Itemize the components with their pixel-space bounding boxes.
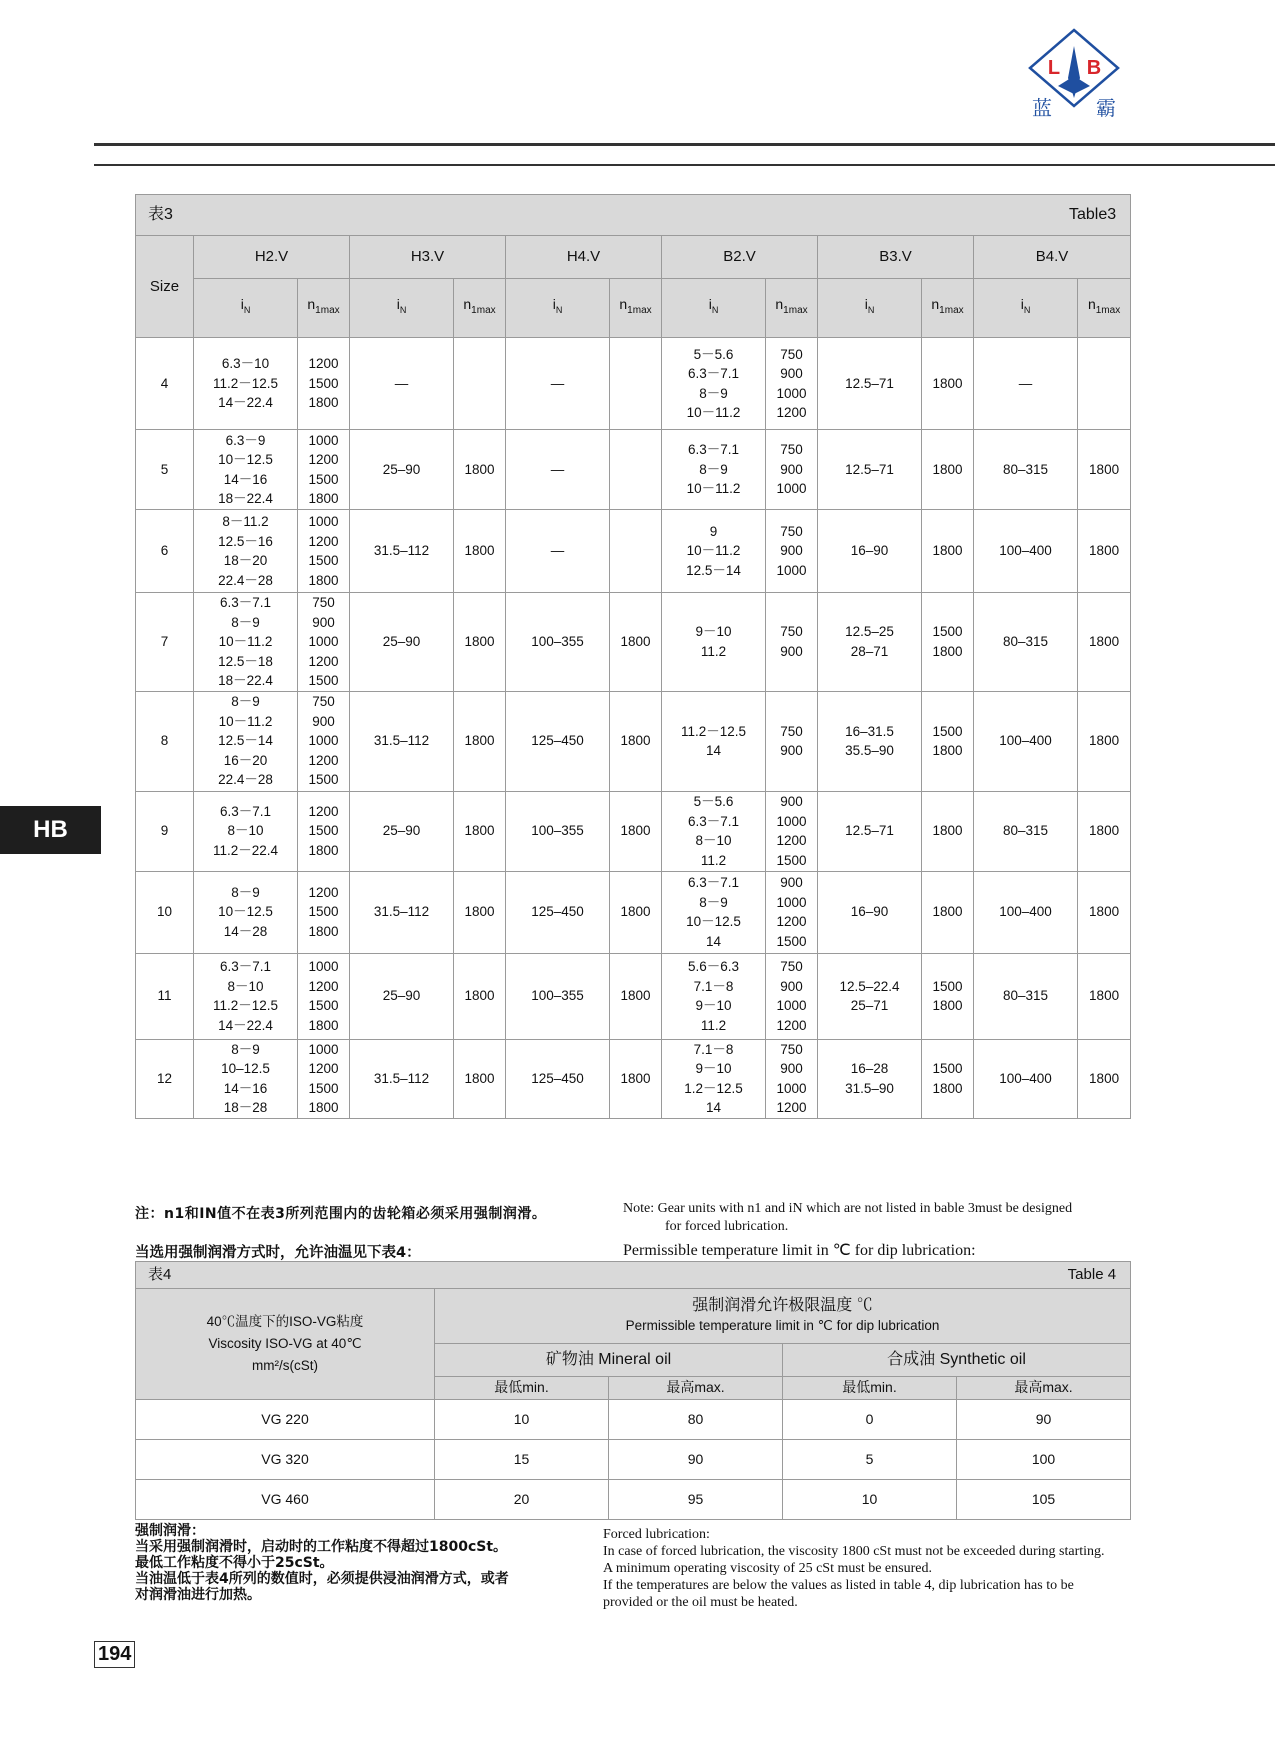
page-number: 194 [94,1641,135,1668]
ratio-cell: 100–400 [974,1039,1078,1118]
ratio-cell: 8－11.2 12.5－16 18－20 22.4－28 [194,510,298,593]
ratio-cell: 16–31.5 35.5–90 [818,691,922,791]
ratio-cell: 80–315 [974,593,1078,692]
table-row [136,691,1131,791]
ratio-cell: — [506,510,610,593]
logo-cn-right: 霸 [1096,96,1116,120]
speed-cell [454,338,506,430]
ratio-cell: 16–90 [818,510,922,593]
table-row [136,338,1131,430]
speed-cell: 750 900 1000 1200 [766,338,818,430]
speed-cell: 750 900 1000 1200 [766,1039,818,1118]
ratio-cell: 80–315 [974,430,1078,510]
speed-cell [610,430,662,510]
speed-cell: 750 900 1000 [766,430,818,510]
header-rule-bottom [94,164,1275,166]
temperature-cell: 0 [783,1400,957,1440]
forced-en-line5: provided or the oil must be heated. [603,1595,798,1610]
speed-cell: 1800 [454,791,506,871]
ratio-cell: 31.5–112 [350,510,454,593]
table-row [136,593,1131,692]
ratio-cell: 125–450 [506,691,610,791]
speed-cell: 1800 [610,1039,662,1118]
speed-cell: 750 900 1000 1200 1500 [298,691,350,791]
in-subheader: $i_N$ [350,279,454,338]
logo-cn-left: 蓝 [1032,96,1052,120]
ratio-cell: 125–450 [506,871,610,953]
size-cell: 12 [136,1039,194,1118]
speed-cell: 900 1000 1200 1500 [766,791,818,871]
table-row [136,953,1131,1039]
header-rule-top [94,143,1275,146]
speed-cell: 1500 1800 [922,1039,974,1118]
ratio-cell: 31.5–112 [350,871,454,953]
speed-cell: 750 900 1000 1200 [766,953,818,1039]
viscosity-header-unit: mm²/s(cSt) [252,1358,318,1373]
speed-cell: 1000 1200 1500 1800 [298,1039,350,1118]
ratio-cell: 25–90 [350,953,454,1039]
group-header-h2v: H2.V [194,236,350,279]
synthetic-max-header: 最高max. [957,1377,1131,1400]
table4-caption [136,1262,1131,1289]
temperature-cell: 15 [435,1440,609,1480]
size-cell: 5 [136,430,194,510]
size-cell: 11 [136,953,194,1039]
size-cell: 4 [136,338,194,430]
size-cell: 7 [136,593,194,692]
n1max-subheader: $n_{1max}$ [1078,279,1131,338]
ratio-cell: 9－10 11.2 [662,593,766,692]
speed-cell: 1800 [922,791,974,871]
ratio-cell: 6.3－7.1 8－10 11.2－22.4 [194,791,298,871]
group-header-b2v: B2.V [662,236,818,279]
table-row [136,430,1131,510]
speed-cell: 1800 [454,1039,506,1118]
speed-cell: 1800 [1078,593,1131,692]
table-row [136,510,1131,593]
in-subheader: $i_N$ [506,279,610,338]
table3-caption-cn: 表3 [148,206,173,224]
forced-lubrication-cn: 强制润滑： 当采用强制润滑时，启动时的工作粘度不得超过1800cSt。 最低工作粘度不得小于25cSt。 当油温低于表4所列的数值时，必须提供浸油润滑方式，或者 对润滑油进行加热。 [135,1523,509,1603]
n1max-subheader: $n_{1max}$ [922,279,974,338]
ratio-cell: 31.5–112 [350,1039,454,1118]
group-header-h4v: H4.V [506,236,662,279]
size-cell: 6 [136,510,194,593]
speed-cell: 1800 [454,691,506,791]
ratio-cell: 6.3－7.1 8－9 10－11.2 12.5－18 18－22.4 [194,593,298,692]
ratio-cell: 100–355 [506,791,610,871]
ratio-cell: 8－9 10－11.2 12.5－14 16－20 22.4－28 [194,691,298,791]
table3 [135,194,1131,1119]
speed-cell: 750 900 1000 1200 1500 [298,593,350,692]
speed-cell: 1800 [610,953,662,1039]
viscosity-grade-cell: VG 320 [136,1440,435,1480]
logo-letter-b: B [1086,57,1102,79]
speed-cell: 1800 [922,871,974,953]
note-en [623,1200,1133,1236]
table-row [136,1480,1131,1520]
n1max-subheader: $n_{1max}$ [610,279,662,338]
ratio-cell: 6.3－10 11.2－12.5 14－22.4 [194,338,298,430]
note-en-line1: Note: Gear units with n1 and iN which are not listed in bable 3must be designed [623,1201,1073,1216]
forced-en-line3: A minimum operating viscosity of 25 cSt must be ensured. [603,1561,932,1576]
ratio-cell: 8－9 10－12.5 14－28 [194,871,298,953]
table-row [136,1400,1131,1440]
ratio-cell: — [974,338,1078,430]
temperature-cell: 10 [435,1400,609,1440]
temperature-cell: 10 [783,1480,957,1520]
speed-cell: 1800 [454,953,506,1039]
ratio-cell: 100–400 [974,691,1078,791]
group-header-h3v: H3.V [350,236,506,279]
table3-caption [136,195,1131,236]
size-cell: 8 [136,691,194,791]
speed-cell: 1800 [1078,1039,1131,1118]
ratio-cell: 7.1－8 9－10 1.2－12.5 14 [662,1039,766,1118]
in-subheader: $i_N$ [974,279,1078,338]
note-cn: 注：n1和IN值不在表3所列范围内的齿轮箱必须采用强制润滑。 [135,1206,547,1222]
mineral-min-header: 最低min. [435,1377,609,1400]
n1max-subheader: $n_{1max}$ [298,279,350,338]
ratio-cell: 9 10－11.2 12.5－14 [662,510,766,593]
speed-cell: 1500 1800 [922,691,974,791]
speed-cell [1078,338,1131,430]
synthetic-min-header: 最低min. [783,1377,957,1400]
viscosity-grade-cell: VG 460 [136,1480,435,1520]
ratio-cell: 6.3－7.1 8－9 10－12.5 14 [662,871,766,953]
temperature-cell: 100 [957,1440,1131,1480]
ratio-cell: 100–355 [506,953,610,1039]
ratio-cell: 5－5.6 6.3－7.1 8－10 11.2 [662,791,766,871]
speed-cell: 1800 [1078,430,1131,510]
speed-cell: 1200 1500 1800 [298,338,350,430]
ratio-cell: 100–355 [506,593,610,692]
speed-cell [610,338,662,430]
speed-cell: 900 1000 1200 1500 [766,871,818,953]
temperature-cell: 80 [609,1400,783,1440]
speed-cell: 1000 1200 1500 1800 [298,510,350,593]
temperature-cell: 90 [609,1440,783,1480]
ratio-cell: 12.5–25 28–71 [818,593,922,692]
forced-en-line4: If the temperatures are below the values as listed in table 4, dip lubrication has to be [603,1578,1074,1593]
note-en-line2: for forced lubrication. [665,1219,789,1234]
speed-cell: 1200 1500 1800 [298,871,350,953]
speed-cell: 1500 1800 [922,953,974,1039]
speed-cell: 750 900 1000 [766,510,818,593]
ratio-cell: 12.5–71 [818,791,922,871]
ratio-cell: 80–315 [974,953,1078,1039]
table4-caption-en: Table 4 [1067,1266,1117,1284]
ratio-cell: 25–90 [350,593,454,692]
ratio-cell: 100–400 [974,871,1078,953]
table-row [136,791,1131,871]
ratio-cell: 25–90 [350,791,454,871]
temperature-cell: 5 [783,1440,957,1480]
ratio-cell: 12.5–22.4 25–71 [818,953,922,1039]
speed-cell: 1800 [1078,691,1131,791]
speed-cell: 1800 [454,510,506,593]
speed-cell: 1800 [454,430,506,510]
in-subheader: $i_N$ [662,279,766,338]
mineral-oil-header: 矿物油 Mineral oil [435,1344,783,1377]
speed-cell: 1800 [610,593,662,692]
speed-cell: 1800 [922,338,974,430]
table4-caption-cn: 表4 [148,1266,172,1284]
table-row [136,1039,1131,1118]
forced-en-line2: In case of forced lubrication, the viscosity 1800 cSt must not be exceeded during starting. [603,1544,1105,1559]
limit-temp-header-cn: 强制润滑允许极限温度 ℃ [692,1297,873,1314]
ratio-cell: 125–450 [506,1039,610,1118]
size-header: Size [136,236,194,338]
speed-cell: 750 900 [766,691,818,791]
ratio-cell: 16–28 31.5–90 [818,1039,922,1118]
ratio-cell: 11.2－12.5 14 [662,691,766,791]
viscosity-grade-cell: VG 220 [136,1400,435,1440]
ratio-cell: 25–90 [350,430,454,510]
speed-cell [610,510,662,593]
speed-cell: 1800 [1078,871,1131,953]
perm-cn: 当选用强制润滑方式时，允许油温见下表4： [135,1245,421,1261]
forced-en-line1: Forced lubrication: [603,1527,710,1542]
ratio-cell: 6.3－7.1 8－10 11.2－12.5 14－22.4 [194,953,298,1039]
speed-cell: 1800 [610,791,662,871]
ratio-cell: 12.5–71 [818,430,922,510]
ratio-cell: 6.3－9 10－12.5 14－16 18－22.4 [194,430,298,510]
speed-cell: 1800 [454,871,506,953]
group-header-b4v: B4.V [974,236,1131,279]
synthetic-oil-header: 合成油 Synthetic oil [783,1344,1131,1377]
side-tab-hb: HB [0,806,101,854]
n1max-subheader: $n_{1max}$ [766,279,818,338]
speed-cell: 1800 [610,691,662,791]
size-cell: 9 [136,791,194,871]
table4 [135,1261,1131,1520]
ratio-cell: 8－9 10–12.5 14－16 18－28 [194,1039,298,1118]
table3-caption-en: Table3 [1068,206,1117,224]
ratio-cell: 6.3－7.1 8－9 10－11.2 [662,430,766,510]
speed-cell: 1000 1200 1500 1800 [298,430,350,510]
speed-cell: 1800 [1078,791,1131,871]
speed-cell: 1200 1500 1800 [298,791,350,871]
limit-temp-header-en: Permissible temperature limit in ℃ for dip lubrication [625,1318,940,1333]
ratio-cell: 5.6－6.3 7.1－8 9－10 11.2 [662,953,766,1039]
ratio-cell: 31.5–112 [350,691,454,791]
n1max-subheader: $n_{1max}$ [454,279,506,338]
ratio-cell: 12.5–71 [818,338,922,430]
in-subheader: $i_N$ [818,279,922,338]
temperature-cell: 95 [609,1480,783,1520]
temperature-cell: 90 [957,1400,1131,1440]
speed-cell: 1800 [922,510,974,593]
speed-cell: 1000 1200 1500 1800 [298,953,350,1039]
speed-cell: 750 900 [766,593,818,692]
ratio-cell: 5－5.6 6.3－7.1 8－9 10－11.2 [662,338,766,430]
speed-cell: 1800 [922,430,974,510]
temperature-cell: 20 [435,1480,609,1520]
size-cell: 10 [136,871,194,953]
group-header-b3v: B3.V [818,236,974,279]
logo-letter-l: L [1047,57,1061,79]
viscosity-header-en: Viscosity ISO-VG at 40℃ [208,1336,362,1351]
in-subheader: $i_N$ [194,279,298,338]
speed-cell: 1800 [1078,953,1131,1039]
ratio-cell: 100–400 [974,510,1078,593]
limit-temp-header [435,1289,1131,1344]
mineral-max-header: 最高max. [609,1377,783,1400]
forced-lubrication-en [603,1526,1143,1611]
table-row [136,1440,1131,1480]
perm-en: Permissible temperature limit in ℃ for dip lubrication: [623,1242,976,1259]
ratio-cell: — [506,430,610,510]
ratio-cell: 80–315 [974,791,1078,871]
speed-cell: 1800 [1078,510,1131,593]
viscosity-header-cn: 40℃温度下的ISO-VG粘度 [206,1314,364,1329]
speed-cell: 1500 1800 [922,593,974,692]
speed-cell: 1800 [610,871,662,953]
speed-cell: 1800 [454,593,506,692]
ratio-cell: 16–90 [818,871,922,953]
ratio-cell: — [350,338,454,430]
viscosity-header [136,1289,435,1400]
temperature-cell: 105 [957,1480,1131,1520]
table-row [136,871,1131,953]
ratio-cell: — [506,338,610,430]
